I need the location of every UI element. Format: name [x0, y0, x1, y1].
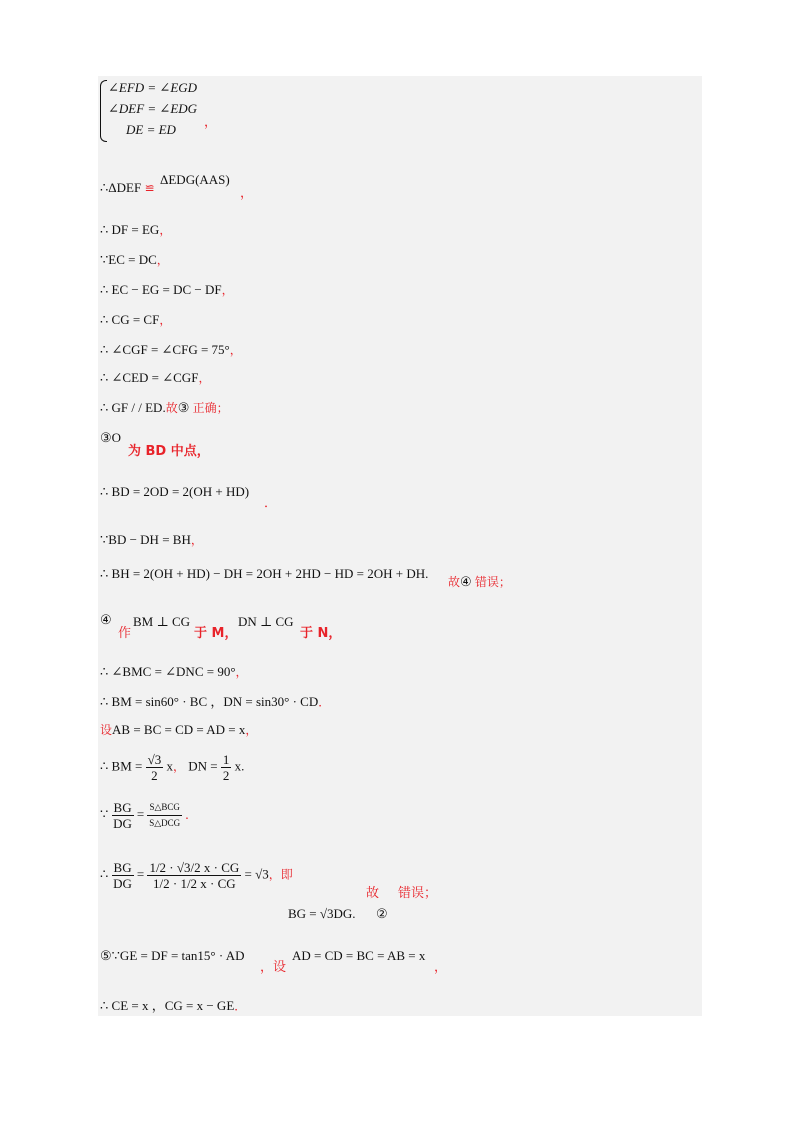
punct: ，	[235, 665, 248, 679]
conclusion-word-2: 故	[366, 886, 380, 901]
line-angle-ced	[100, 370, 210, 386]
punct: ，	[434, 960, 448, 975]
denominator: 2	[151, 768, 158, 783]
eq: ∵GE = DF = tan15° · AD	[111, 948, 245, 963]
eq: ∴ CG = CF	[100, 312, 160, 327]
foot-n: 于 N，	[300, 626, 342, 641]
line-ec-eg	[100, 282, 234, 298]
system-eq-3: DE = ED	[126, 122, 176, 137]
denominator: DG	[113, 816, 132, 831]
numerator: BG	[113, 860, 132, 875]
circled-number: ④	[460, 574, 472, 589]
conclusion-word: 故	[165, 401, 178, 415]
line-congruence-rhs: ΔEDG(AAS)	[160, 172, 230, 187]
fraction-bg-dg	[112, 860, 134, 891]
eq: ∴ GF / / ED.	[100, 400, 166, 415]
dn-perp: DN ⊥ CG	[238, 614, 294, 629]
part3-midpoint-text: 为 BD 中点，	[128, 444, 210, 459]
line-sin	[100, 694, 330, 710]
line-df-eg	[100, 222, 171, 238]
punct: ，	[159, 313, 172, 327]
circled-number: ③	[177, 400, 190, 415]
var-x: x	[166, 758, 173, 774]
equals: =	[136, 866, 145, 882]
punct: ．	[185, 807, 198, 822]
line-tan15	[100, 948, 245, 964]
punct: ，	[245, 723, 258, 737]
punct: ，	[190, 533, 203, 547]
circled-number-2: ②	[376, 906, 388, 921]
line-ec-dc	[100, 252, 169, 268]
line-angle-cgf	[100, 342, 242, 358]
eq: ∵BD − DH = BH	[100, 532, 191, 547]
eq: ∴ BM = sin60° · BC ，DN = sin30° · CD	[100, 694, 319, 709]
result: = √3	[244, 866, 269, 882]
fraction-compound	[147, 860, 241, 891]
verdict-4	[448, 574, 511, 590]
fraction-areas	[147, 800, 181, 831]
text-part: ∴ΔDEF	[100, 180, 142, 195]
denominator: DG	[113, 876, 132, 891]
fraction-1-2	[221, 752, 232, 783]
line-bh: ∴ BH = 2(OH + HD) − DH = 2OH + 2HD − HD = 2OH + DH.	[100, 566, 429, 581]
denominator: 2	[222, 768, 230, 783]
punct: ，	[229, 343, 242, 357]
part4-label: ④	[100, 612, 112, 627]
bm-perp: BM ⊥ CG	[133, 614, 191, 629]
therefore: ∴	[100, 866, 109, 882]
line-congruence	[100, 180, 155, 196]
numerator: 1/2 · √3/2 x · CG	[149, 860, 240, 875]
namely-word: ，即	[268, 867, 293, 882]
fraction-sqrt3-2	[146, 752, 164, 783]
punct: ．	[318, 695, 331, 709]
let-word: 设	[100, 723, 113, 737]
bg-sqrt3-dg: BG = √3DG.	[288, 906, 356, 921]
foot-m: 于 M，	[194, 626, 238, 641]
congruent-symbol: ≌	[144, 181, 155, 195]
numerator: S△BCG	[147, 800, 181, 816]
congruence-comma: ，	[240, 186, 254, 201]
punct: ，	[221, 283, 234, 297]
line-bm-dn	[100, 752, 244, 783]
fraction-bg-dg	[112, 800, 134, 831]
system-comma: ，	[204, 115, 218, 130]
part3-label: ③O	[100, 430, 122, 445]
eq: ∴ ∠CGF = ∠CFG = 75°	[100, 342, 230, 357]
eq: ∴ EC − EG = DC − DF	[100, 282, 222, 297]
eq: AB = BC = CD = AD = x	[112, 722, 246, 737]
line-ce-cg	[100, 998, 246, 1014]
verdict-wrong-2: 错误；	[398, 886, 438, 901]
line-area-ratio	[100, 800, 197, 831]
circled-number-5: ⑤	[100, 948, 112, 963]
eq: ∴ ∠CED = ∠CGF	[100, 370, 199, 385]
let-word-2: ，设	[260, 960, 287, 975]
eq: ∴ CE = x ，CG = x − GE	[100, 998, 235, 1013]
numerator: 1	[222, 752, 230, 767]
construct-word: 作	[118, 626, 132, 641]
because: ∵	[100, 806, 109, 822]
line-bd-dh	[100, 532, 203, 548]
punct: ，	[159, 223, 172, 237]
verdict-correct: 正确；	[192, 401, 229, 415]
eq: ∴ ∠BMC = ∠DNC = 90°	[100, 664, 236, 679]
denominator: S△DCG	[149, 818, 181, 828]
var-x: x.	[234, 758, 245, 774]
numerator: BG	[113, 800, 132, 815]
bm-lhs: ∴ BM =	[100, 758, 143, 774]
line-cg-cf	[100, 312, 171, 328]
punct: ，	[172, 759, 185, 774]
dn-lhs: DN =	[188, 758, 218, 774]
system-brace	[100, 80, 107, 142]
punct: ．	[234, 999, 247, 1013]
line-bd-2od: ∴ BD = 2OD = 2(OH + HD)	[100, 484, 250, 499]
numerator: √3	[147, 752, 162, 767]
conclusion-word: 故	[448, 575, 461, 589]
eq: ∵EC = DC	[100, 252, 157, 267]
bd-period: ．	[264, 496, 278, 511]
line-parallel	[100, 400, 229, 416]
ad-cd-bc-ab: AD = CD = BC = AB = x	[292, 948, 426, 963]
line-let-x	[100, 722, 257, 738]
system-eq-2: ∠DEF = ∠EDG	[108, 101, 198, 116]
verdict-wrong: 错误；	[474, 575, 511, 589]
line-ratio-calc	[100, 860, 293, 891]
eq: ∴ DF = EG	[100, 222, 160, 237]
denominator: 1/2 · 1/2 x · CG	[153, 876, 236, 891]
line-right-angles	[100, 664, 248, 680]
punct: ，	[198, 371, 211, 385]
system-eq-1: ∠EFD = ∠EGD	[108, 80, 198, 95]
equals: =	[136, 806, 145, 822]
punct: ，	[156, 253, 169, 267]
